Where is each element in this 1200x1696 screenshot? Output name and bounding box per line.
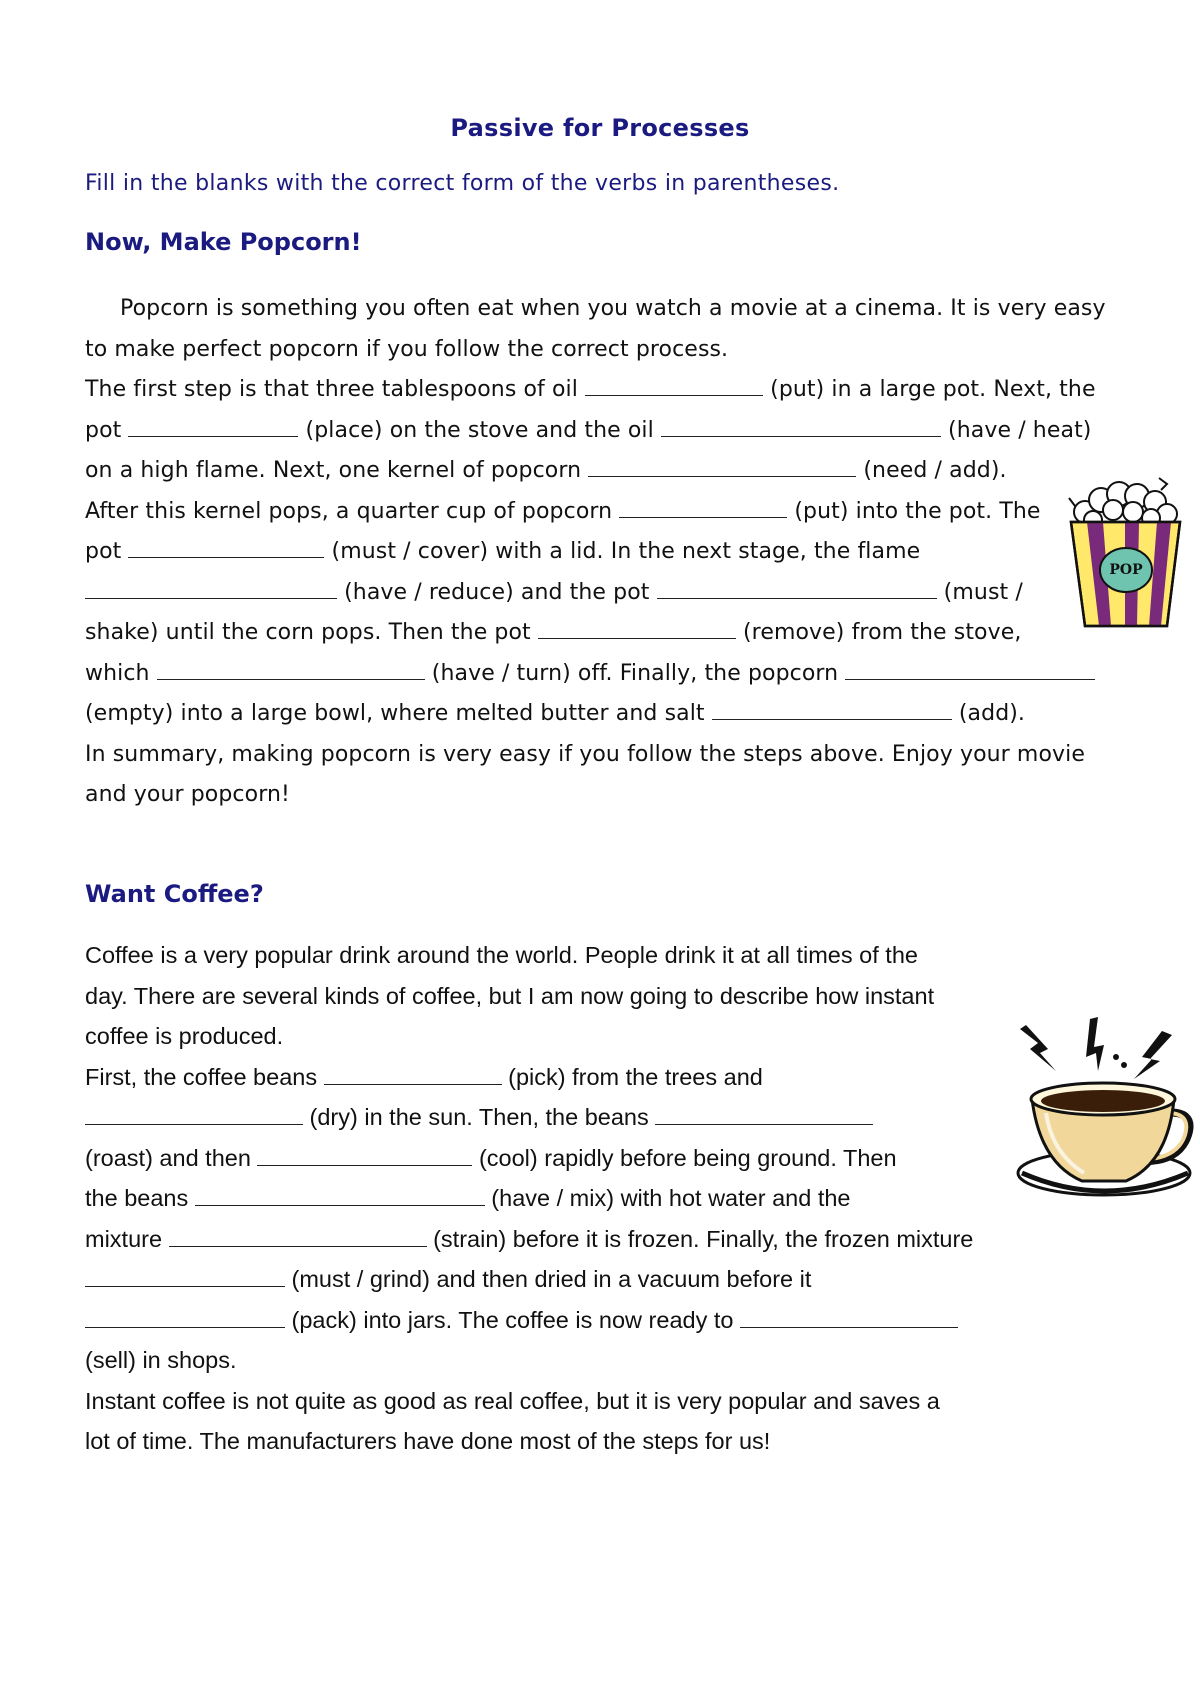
fill-in-blank[interactable]	[128, 535, 324, 558]
fill-in-blank[interactable]	[257, 1143, 472, 1166]
fill-in-blank[interactable]	[655, 1102, 873, 1125]
popcorn-text: After this kernel pops, a quarter cup of popcorn	[85, 498, 620, 524]
popcorn-line	[85, 451, 1125, 492]
popcorn-text: (add).	[951, 701, 1026, 726]
popcorn-text: (put) into the pot. The	[787, 498, 1041, 524]
coffee-line	[85, 1016, 1125, 1057]
popcorn-text: (remove) from the stove,	[735, 620, 1022, 645]
popcorn-text: The first step is that three tablespoons of oil	[85, 377, 586, 402]
fill-in-blank[interactable]	[195, 1183, 485, 1206]
fill-in-blank[interactable]	[169, 1224, 427, 1247]
coffee-line	[85, 1300, 1125, 1341]
fill-in-blank[interactable]	[712, 697, 952, 720]
fill-in-blank[interactable]	[657, 576, 937, 599]
popcorn-text: on a high flame. Next, one kernel of popcorn	[85, 458, 589, 483]
page-title: Passive for Processes	[450, 114, 750, 142]
coffee-text: lot of time. The manufacturers have done most of the steps for us!	[85, 1428, 771, 1454]
popcorn-line	[85, 613, 1125, 654]
coffee-text: the beans	[85, 1185, 195, 1211]
popcorn-text: (put) in a large pot. Next, the	[763, 377, 1096, 402]
coffee-line	[85, 976, 1125, 1017]
popcorn-text: (must /	[936, 579, 1023, 605]
fill-in-blank[interactable]	[324, 1062, 502, 1085]
coffee-text: (pick) from the trees and	[501, 1063, 763, 1090]
popcorn-text: which	[85, 660, 157, 686]
coffee-line	[85, 1421, 1125, 1462]
popcorn-line	[85, 330, 1125, 371]
popcorn-text: (need / add).	[856, 458, 1007, 483]
coffee-text: (roast) and then	[85, 1144, 258, 1171]
coffee-passage	[85, 935, 1125, 1462]
coffee-line	[85, 1219, 1125, 1260]
fill-in-blank[interactable]	[157, 657, 425, 680]
popcorn-line	[85, 370, 1125, 411]
popcorn-line	[85, 532, 1125, 573]
popcorn-text: In summary, making popcorn is very easy if you follow the steps above. Enjoy your movie	[85, 741, 1085, 767]
coffee-text: day. There are several kinds of coffee, but I am now going to describe how instant	[85, 982, 935, 1009]
popcorn-text: to make perfect popcorn if you follow the correct process.	[85, 336, 729, 362]
coffee-line	[85, 1178, 1125, 1219]
coffee-text: Instant coffee is not quite as good as real coffee, but it is very popular and saves a	[85, 1387, 940, 1414]
instructions: Fill in the blanks with the correct form of the verbs in parentheses.	[85, 171, 840, 196]
popcorn-line	[85, 492, 1125, 533]
coffee-text: (sell) in shops.	[85, 1347, 237, 1373]
coffee-line	[85, 1138, 1125, 1179]
popcorn-text: (have / turn) off. Finally, the popcorn	[424, 660, 846, 686]
fill-in-blank[interactable]	[128, 414, 298, 437]
popcorn-text: (empty) into a large bowl, where melted butter and salt	[85, 701, 712, 726]
popcorn-text: pot	[85, 417, 129, 443]
coffee-text: (strain) before it is frozen. Finally, the frozen mixture	[426, 1225, 974, 1252]
popcorn-line	[85, 775, 1125, 816]
coffee-text: (must / grind) and then dried in a vacuum before it	[285, 1266, 812, 1292]
popcorn-passage	[85, 289, 1125, 816]
coffee-text: Coffee is a very popular drink around the world. People drink it at all times of the	[85, 942, 918, 968]
fill-in-blank[interactable]	[85, 1102, 303, 1125]
coffee-cup-image	[1012, 1013, 1197, 1203]
popcorn-line	[85, 735, 1125, 776]
fill-in-blank[interactable]	[85, 576, 337, 599]
fill-in-blank[interactable]	[740, 1305, 958, 1328]
coffee-text: (dry) in the sun. Then, the beans	[303, 1104, 656, 1130]
popcorn-line	[85, 654, 1125, 695]
popcorn-text: and your popcorn!	[85, 782, 290, 807]
popcorn-text: Popcorn is something you often eat when you watch a movie at a cinema. It is very easy	[120, 296, 1106, 321]
fill-in-blank[interactable]	[538, 616, 736, 639]
coffee-text: (have / mix) with hot water and the	[484, 1185, 851, 1211]
section-heading-coffee: Want Coffee?	[85, 880, 264, 908]
popcorn-text: shake) until the corn pops. Then the pot	[85, 620, 538, 645]
popcorn-bucket-image	[1063, 470, 1188, 632]
popcorn-logo-text: POP	[1109, 562, 1143, 578]
popcorn-line	[85, 694, 1125, 735]
popcorn-text: (must / cover) with a lid. In the next stage, the flame	[324, 539, 921, 564]
fill-in-blank[interactable]	[85, 1305, 285, 1328]
coffee-text: coffee is produced.	[85, 1023, 284, 1049]
popcorn-text: (place) on the stove and the oil	[298, 417, 661, 443]
coffee-text: mixture	[85, 1225, 169, 1252]
coffee-text: First, the coffee beans	[85, 1063, 324, 1090]
fill-in-blank[interactable]	[619, 495, 787, 518]
coffee-line	[85, 1057, 1125, 1098]
fill-in-blank[interactable]	[661, 414, 941, 437]
popcorn-line	[85, 573, 1125, 614]
popcorn-text: pot	[85, 539, 129, 564]
coffee-line	[85, 935, 1125, 976]
fill-in-blank[interactable]	[845, 657, 1095, 680]
popcorn-text: (have / reduce) and the pot	[337, 579, 657, 605]
coffee-line	[85, 1259, 1125, 1300]
fill-in-blank[interactable]	[588, 454, 856, 477]
section-heading-popcorn: Now, Make Popcorn!	[85, 228, 362, 256]
popcorn-line	[85, 289, 1125, 330]
popcorn-line	[85, 411, 1125, 452]
coffee-line	[85, 1340, 1125, 1381]
coffee-text: (cool) rapidly before being ground. Then	[472, 1144, 897, 1171]
popcorn-text: (have / heat)	[940, 417, 1092, 443]
coffee-line	[85, 1097, 1125, 1138]
fill-in-blank[interactable]	[585, 373, 763, 396]
coffee-text: (pack) into jars. The coffee is now ready to	[285, 1306, 740, 1333]
fill-in-blank[interactable]	[85, 1264, 285, 1287]
coffee-line	[85, 1381, 1125, 1422]
